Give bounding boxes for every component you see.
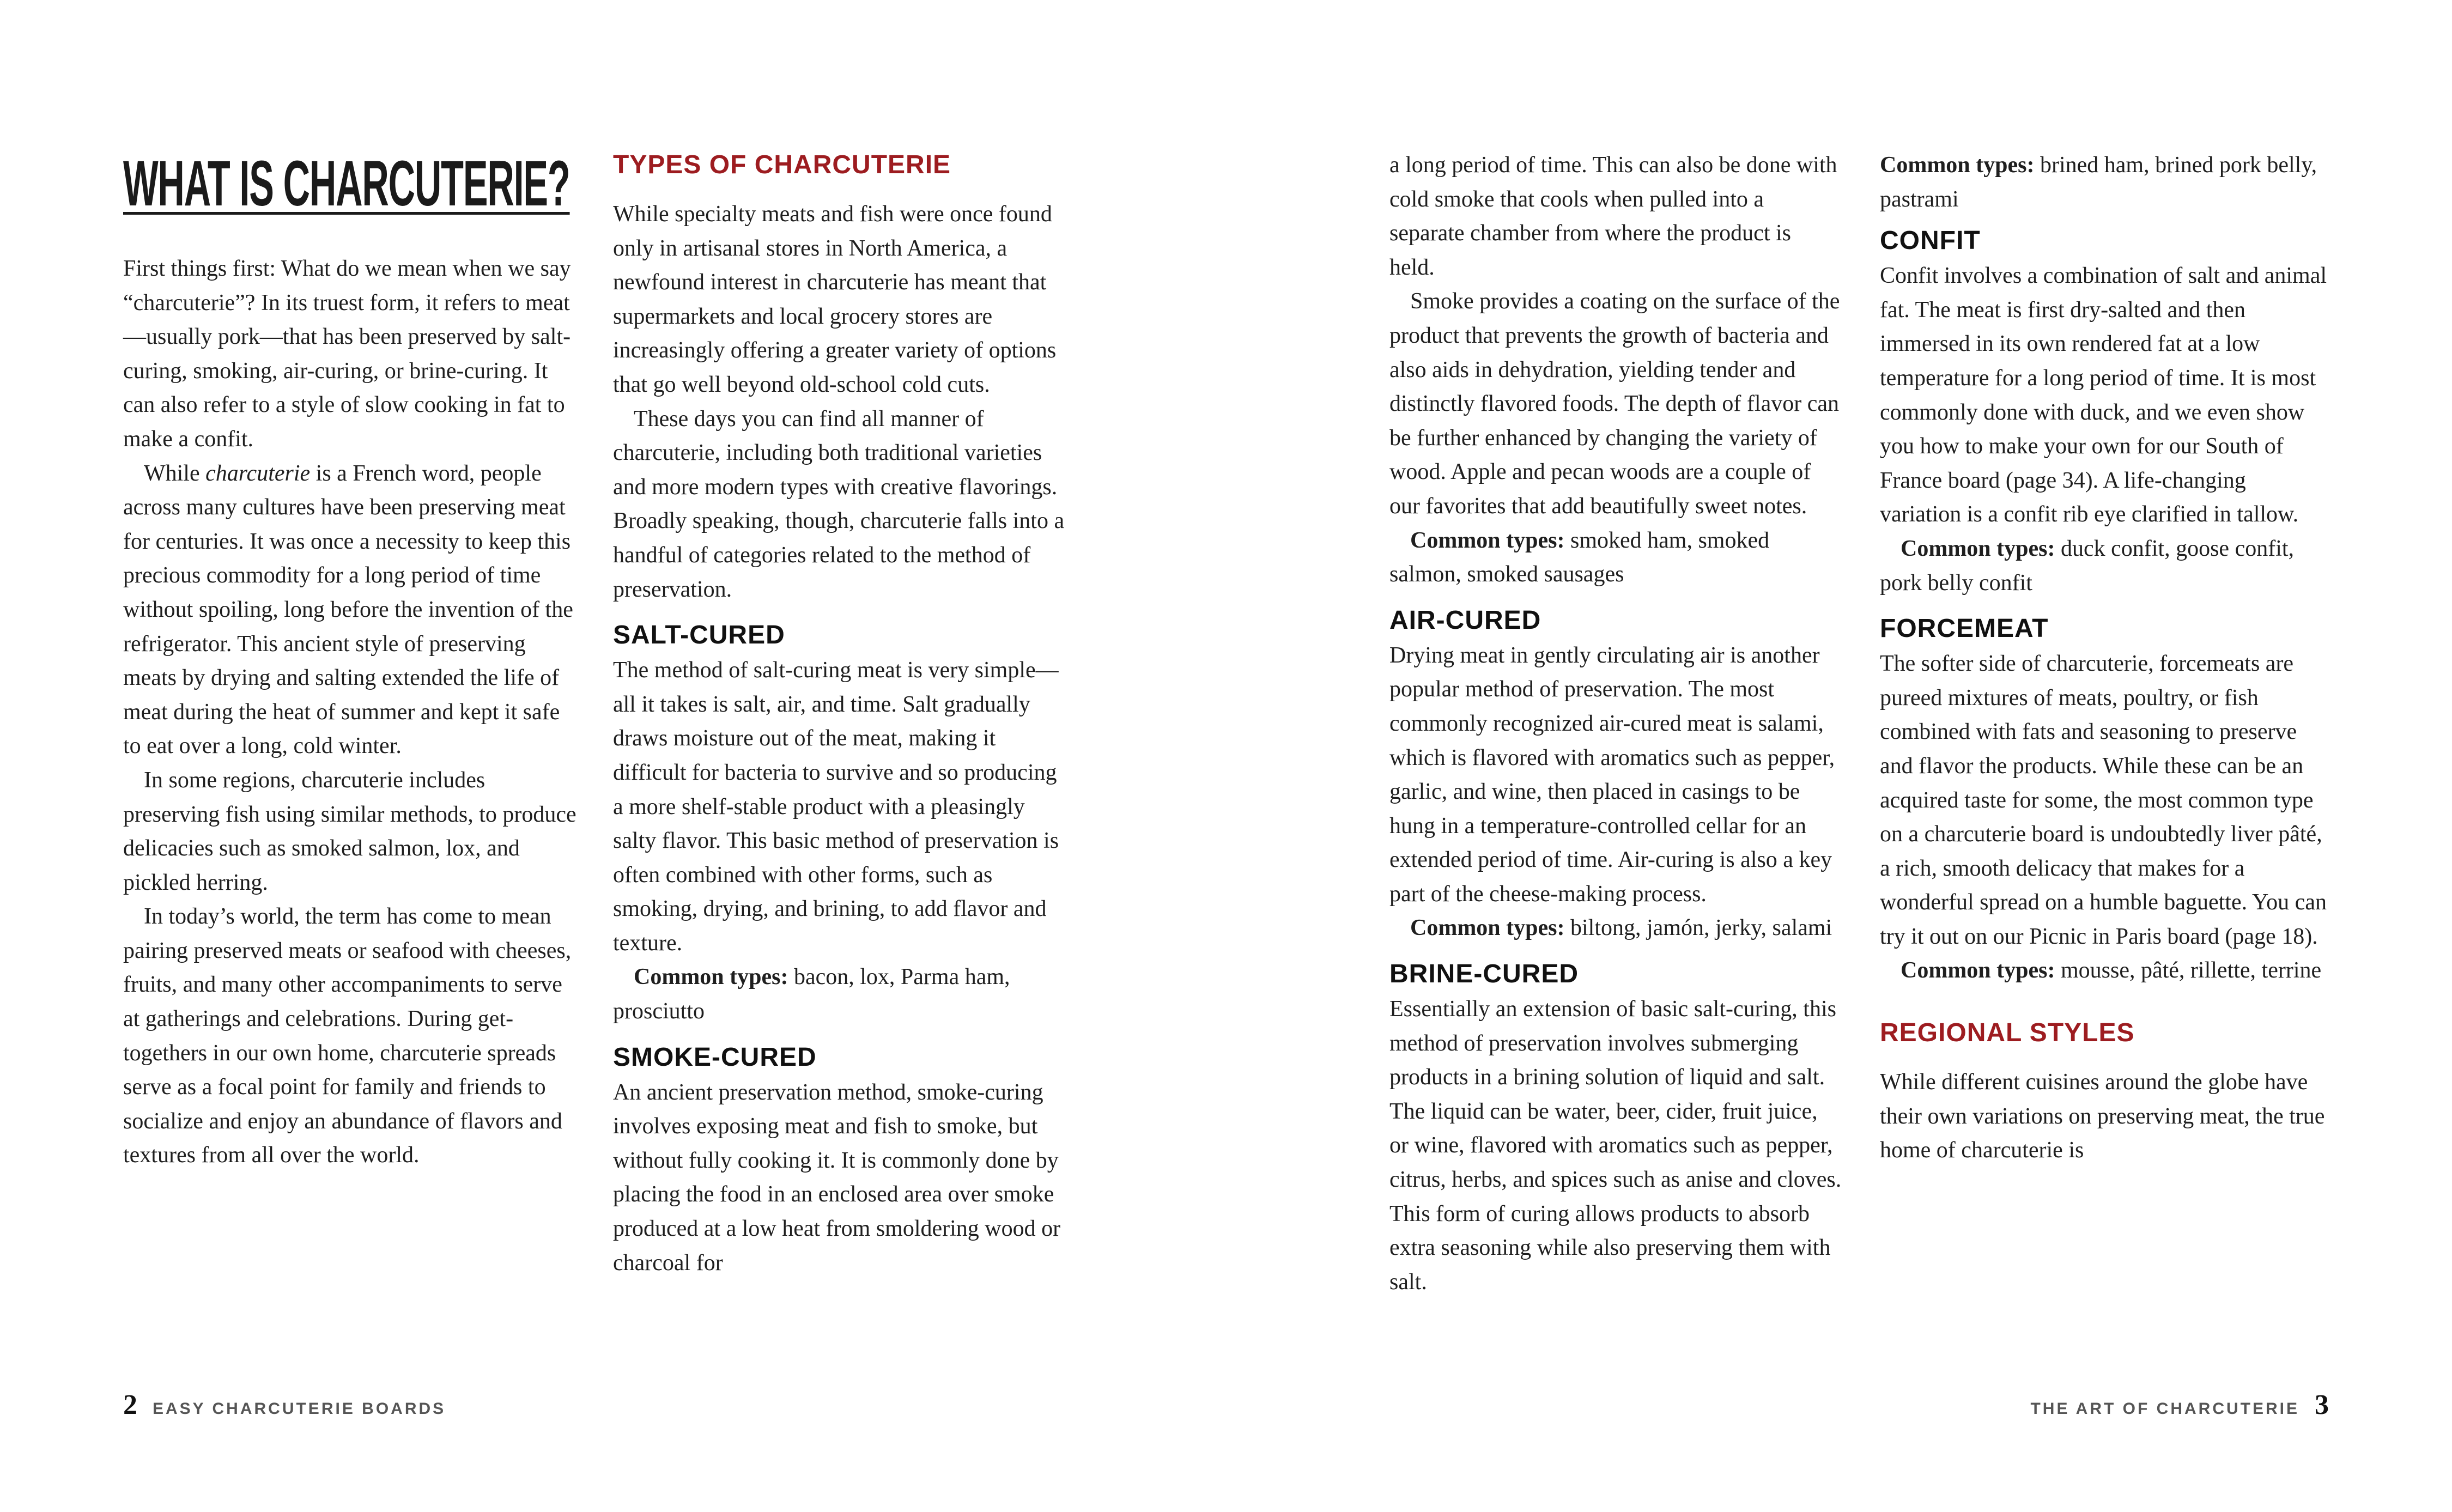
smoke-continued-paragraph: a long period of time. This can also be done with cold smoke that cools when pulled into a separate chamber from where the product is held. bbox=[1389, 153, 1837, 280]
todays-world-paragraph: In today’s world, the term has come to mean pairing preserved meats or seafood with cheeses, fruits, and many other accompaniments to serve at gatherings and celebrations. During get-togethers in our own home, charcuterie spreads serve as a focal point for family and friends to socialize and enjoy an abundance of flavors and textures from all over the world. bbox=[123, 904, 572, 1168]
regional-styles-heading: REGIONAL STYLES bbox=[1880, 1018, 2135, 1048]
column-3 bbox=[1389, 148, 1842, 1299]
brine-cured-heading: BRINE-CURED bbox=[1389, 960, 1579, 989]
confit-heading: CONFIT bbox=[1880, 226, 1981, 256]
salt-cured-body: The method of salt-curing meat is very simple—all it takes is salt, air, and time. Salt gradually draws moisture out of the meat, making it difficult for bacteria to survive and so producing a more shelf-stable product with a pleasingly salty flavor. This basic method of preservation is often combined with other forms, such as smoking, drying, and brining, to add flavor and texture. bbox=[613, 658, 1059, 956]
while-paragraph: While charcuterie is a French word, people across many cultures have been preserving meat for centuries. It was once a necessity to keep this precious commodity for a long period of time without spoiling, long before the invention of the refrigerator. This ancient style of preserving meats by drying and salting extended the life of meat during the heat of summer and kept it safe to eat over a long, cold winter. bbox=[123, 460, 573, 759]
footer-left bbox=[123, 1389, 446, 1421]
brine-cured-common-types: Common types: brined ham, brined pork belly, pastrami bbox=[1880, 153, 2317, 212]
regions-paragraph: In some regions, charcuterie includes preserving fish using similar methods, to produce delicacies such as smoked salmon, lox, and pickled herring. bbox=[123, 767, 576, 895]
types-paragraph-2: These days you can find all manner of charcuterie, including both traditional varieties and more modern types with creative flavorings. Broadly speaking, though, charcuterie falls into a handful of categories related to the method of preservation. bbox=[613, 406, 1065, 602]
air-cured-body: Drying meat in gently circulating air is another popular method of preservation. The most commonly recognized air-cured meat is salami, which is flavored with aromatics such as pepper, garlic, and wine, then placed in casings to be hung in a temperature-controlled cellar for an extended period of time. Air-curing is also a key part of the cheese-making process. bbox=[1389, 642, 1835, 907]
smoke-flavor-paragraph: Smoke provides a coating on the surface of the product that prevents the growth of bacteria and also aids in dehydration, yielding tender and distinctly flavored foods. The depth of flavor can be further enhanced by changing the variety of wood. Apple and pecan woods are a couple of our favorites that add beautifully sweet notes. bbox=[1389, 289, 1840, 519]
salt-cured-heading: SALT-CURED bbox=[613, 621, 785, 650]
charcuterie-italic: charcuterie bbox=[205, 460, 311, 486]
smoke-cured-heading: SMOKE-CURED bbox=[613, 1042, 817, 1072]
confit-common-types: Common types: duck confit, goose confit, pork belly confit bbox=[1880, 536, 2295, 596]
types-paragraph: While specialty meats and fish were once found only in artisanal stores in North America, a newfound interest in charcuterie has meant that supermarkets and local grocery stores are increasingly offering a greater variety of options that go well beyond old-school cold cuts. bbox=[613, 202, 1057, 397]
brine-cured-body: Essentially an extension of basic salt-curing, this method of preservation involves submerging products in a brining solution of liquid and salt. The liquid can be water, beer, cider, fruit juice, or wine, flavored with aromatics such as pepper, citrus, herbs, and spices such as anise and cloves. This form of curing allows products to absorb extra seasoning while also preserving them with salt. bbox=[1389, 997, 1842, 1295]
air-cured-common-types: Common types: biltong, jamón, jerky, salami bbox=[1410, 915, 1832, 941]
running-footer-left: EASY CHARCUTERIE BOARDS bbox=[153, 1400, 446, 1418]
column-4 bbox=[1880, 148, 2332, 1168]
running-footer-right: THE ART OF CHARCUTERIE bbox=[2030, 1400, 2299, 1418]
page-number-left: 2 bbox=[123, 1389, 137, 1420]
page-number-right: 3 bbox=[2315, 1389, 2329, 1420]
smoke-cured-common-types: Common types: smoked ham, smoked salmon, smoked sausages bbox=[1389, 527, 1770, 587]
confit-body: Confit involves a combination of salt and animal fat. The meat is first dry-salted and then immersed in its own rendered fat at a low temperature for a long period of time. It is most commonly done with duck, and we even show you how to make your own for our South of France board (page 34). A life-changing variation is a confit rib eye clarified in tallow. bbox=[1880, 263, 2327, 527]
intro-paragraph: First things first: What do we mean when we say “charcuterie”? In its truest form, it refers to meat—usually pork—that has been preserved by salt-curing, smoking, air-curing, or brine-curing. It can also refer to a style of slow cooking in fat to make a confit. bbox=[123, 256, 571, 452]
forcemeat-common-types: Common types: mousse, pâté, rillette, terrine bbox=[1901, 958, 2322, 983]
page-title: WHAT IS CHARCUTERIE? bbox=[123, 148, 570, 220]
footer-right bbox=[2030, 1389, 2329, 1421]
forcemeat-heading: FORCEMEAT bbox=[1880, 614, 2049, 643]
forcemeat-body: The softer side of charcuterie, forcemeats are pureed mixtures of meats, poultry, or fish combined with fats and seasoning to preserve and flavor the products. While these can be an acquired taste for some, the most common type on a charcuterie board is undoubtedly liver pâté, a rich, smooth delicacy that makes for a wonderful spread on a humble baguette. You can try it out on our Picnic in Paris board (page 18). bbox=[1880, 651, 2327, 949]
air-cured-heading: AIR-CURED bbox=[1389, 605, 1541, 635]
types-heading: TYPES OF CHARCUTERIE bbox=[613, 150, 951, 179]
smoke-cured-body: An ancient preservation method, smoke-curing involves exposing meat and fish to smoke, but without fully cooking it. It is commonly done by placing the food in an enclosed area over smoke produced at a low heat from smoldering wood or charcoal for bbox=[613, 1079, 1061, 1276]
regional-styles-body: While different cuisines around the globe have their own variations on preserving meat, the true home of charcuterie is bbox=[1880, 1070, 2325, 1163]
column-2 bbox=[613, 148, 1065, 1280]
column-1 bbox=[123, 252, 578, 1173]
salt-cured-common-types: Common types: bacon, lox, Parma ham, prosciutto bbox=[613, 964, 1010, 1024]
